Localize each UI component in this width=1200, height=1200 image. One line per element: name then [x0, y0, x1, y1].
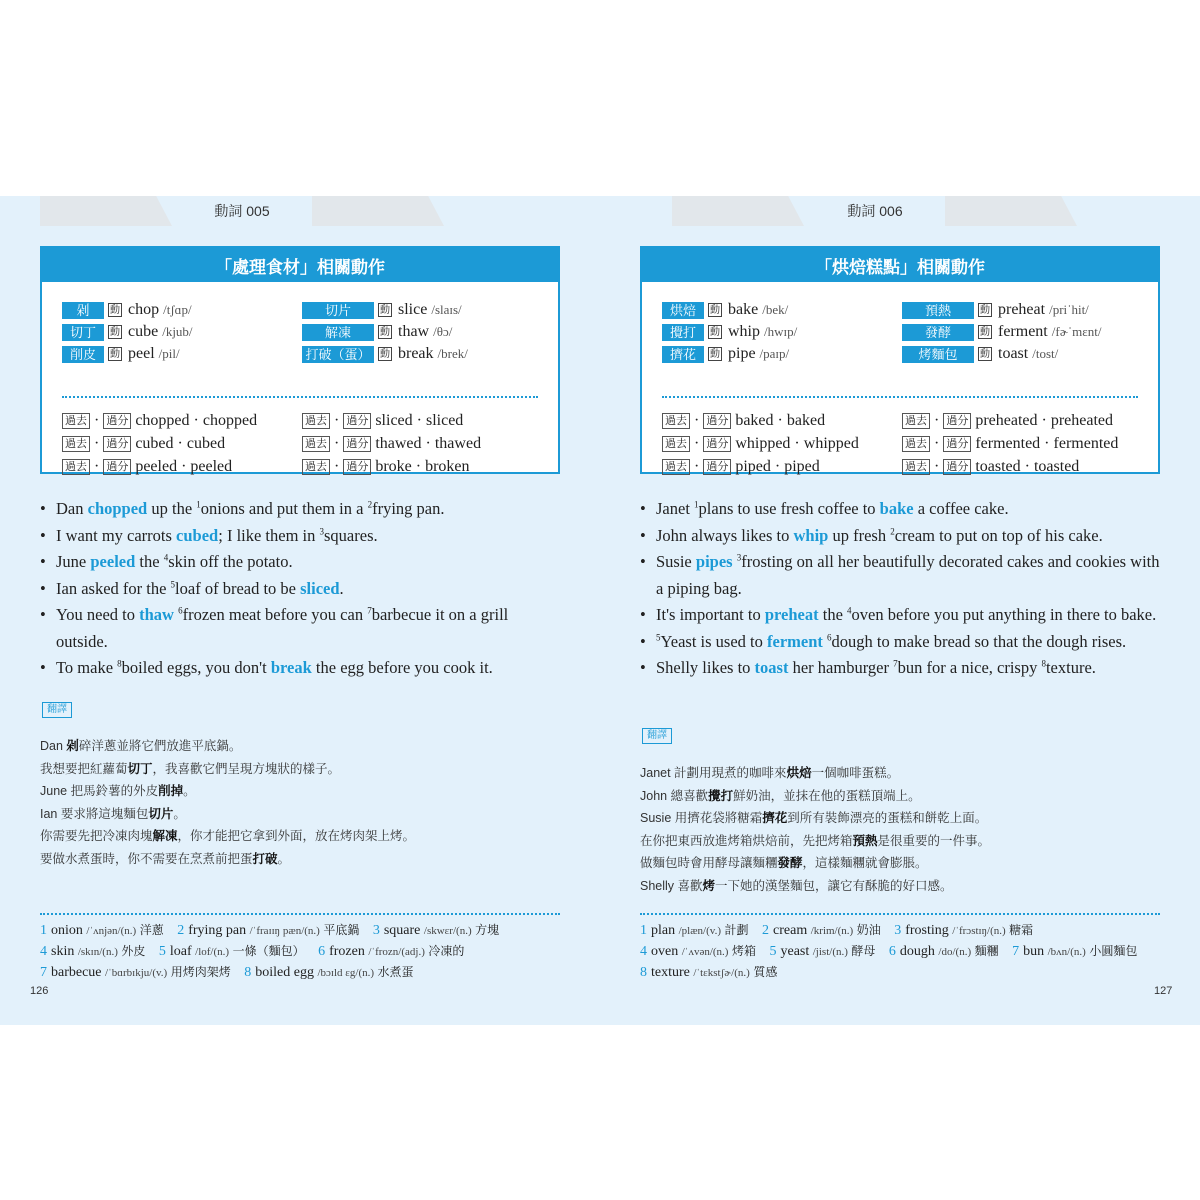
left-page: [40, 226, 600, 1016]
verb-ipa: /hwɪp/: [764, 324, 798, 339]
verb-form-row: 過去 · 過分 fermented · fermented: [902, 434, 1118, 454]
verb-ipa: /brek/: [437, 346, 468, 361]
zh-tag: 削皮: [62, 346, 104, 363]
glossary-item: 2 cream /krim/(n.) 奶油: [762, 923, 881, 938]
verb-entry: [662, 322, 797, 342]
example-sentence: • Shelly likes to toast her hamburger $^7$bun for a nice, crispy $^8$texture.: [640, 655, 1160, 682]
glossary-item: 5 yeast /jist/(n.) 酵母: [769, 944, 876, 959]
box-title: 「烘焙糕點」相關動作: [642, 248, 1158, 282]
verb-entry: [302, 322, 452, 342]
translation-line: Dan 剁碎洋蔥並將它們放進平底鍋。: [40, 739, 242, 753]
verb-ipa: /kjub/: [162, 324, 193, 339]
zh-tag: 攪打: [662, 324, 704, 341]
pos-tag: 動: [980, 327, 990, 338]
translation-line: June 把馬鈴薯的外皮削掉。: [40, 784, 196, 798]
dotted-divider: [62, 396, 538, 398]
translation-label: 翻譯: [42, 702, 72, 718]
verb-word: break: [398, 345, 434, 362]
glossary-item: 5 loaf /lof/(n.) 一條（麵包）: [158, 944, 305, 959]
pp-tag: 過分: [343, 459, 371, 475]
verb-entry: [662, 300, 788, 320]
example-sentence: • $^5$Yeast is used to ferment $^6$dough to make bread so that the dough rises.: [640, 629, 1160, 656]
glossary-row: [40, 920, 560, 941]
verb-entry: [62, 322, 193, 342]
zh-tag: 切片: [302, 302, 374, 319]
pp-tag: 過分: [943, 459, 971, 475]
form-text: chopped · chopped: [135, 412, 258, 429]
right-page: [640, 226, 1200, 1016]
glossary-item: 3 frosting /ˈfrɔstɪŋ/(n.) 糖霜: [894, 923, 1034, 938]
zh-tag: 發酵: [902, 324, 974, 341]
verb-ipa: /tʃɑp/: [163, 302, 192, 317]
past-tag: 過去: [302, 436, 330, 452]
form-text: baked · baked: [735, 412, 826, 429]
verb-ipa: /slaɪs/: [431, 302, 462, 317]
past-tag: 過去: [902, 436, 930, 452]
translation-line: 我想要把紅蘿蔔切丁，我喜歡它們呈現方塊狀的樣子。: [40, 761, 341, 776]
past-tag: 過去: [62, 436, 90, 452]
zh-tag: 擠花: [662, 346, 704, 363]
translation-block: [40, 735, 560, 870]
verb-form-row: 過去 · 過分 broke · broken: [302, 457, 470, 477]
pp-tag: 過分: [703, 459, 731, 475]
pp-tag: 過分: [103, 413, 131, 429]
pos-tag: 動: [710, 327, 720, 338]
translation-line: Ian 要求將這塊麵包切片。: [40, 806, 186, 821]
verb-form-row: 過去 · 過分 peeled · peeled: [62, 457, 232, 477]
verb-form-row: 過去 · 過分 whipped · whipped: [662, 434, 859, 454]
example-sentence: • June peeled the $^4$skin off the potato.: [40, 549, 560, 576]
form-text: thawed · thawed: [375, 435, 482, 452]
translation-line: 要做水煮蛋時，你不需要在烹煮前把蛋打破。: [40, 851, 291, 866]
past-tag: 過去: [62, 459, 90, 475]
form-text: preheated · preheated: [975, 412, 1114, 429]
glossary-divider: [640, 913, 1160, 915]
verb-entry: [662, 344, 789, 364]
glossary-item: 1 onion /ˈʌnjən/(n.) 洋蔥: [40, 923, 164, 938]
pp-tag: 過分: [343, 413, 371, 429]
dotted-divider: [662, 396, 1138, 398]
pp-tag: 過分: [703, 436, 731, 452]
translation-line: 做麵包時會用酵母讓麵糰發酵，這樣麵糰就會膨脹。: [640, 856, 928, 870]
verb-ipa: /fɚˈmɛnt/: [1051, 324, 1102, 339]
tab-verb-005[interactable]: 動詞 005: [177, 196, 307, 226]
verb-word: slice: [398, 301, 428, 318]
zh-tag: 烘焙: [662, 302, 704, 319]
page-number-right: 127: [1154, 985, 1173, 997]
glossary-item: 8 boiled egg /bɔɪld ɛg/(n.) 水煮蛋: [244, 965, 414, 980]
past-tag: 過去: [662, 413, 690, 429]
tab-decor-left-2: [312, 196, 444, 226]
verb-entry: [62, 300, 192, 320]
verb-word: thaw: [398, 323, 430, 340]
pos-tag: 動: [380, 349, 390, 360]
page-number-left: 126: [30, 985, 49, 997]
past-tag: 過去: [902, 413, 930, 429]
form-text: peeled · peeled: [135, 458, 233, 475]
example-sentence: • Susie pipes $^3$frosting on all her beautifully decorated cakes and cookies with a piping bag.: [640, 549, 1160, 602]
form-text: whipped · whipped: [735, 435, 859, 452]
verb-word: bake: [728, 301, 759, 318]
glossary-item: 1 plan /plæn/(v.) 計劃: [640, 923, 749, 938]
example-sentences: [40, 496, 560, 682]
example-sentence: • Janet $^1$plans to use fresh coffee to bake a coffee cake.: [640, 496, 1160, 523]
verb-word: chop: [128, 301, 160, 318]
pp-tag: 過分: [943, 436, 971, 452]
glossary-row: [640, 941, 1160, 962]
glossary: [640, 920, 1160, 983]
glossary-item: 4 skin /skɪn/(n.) 外皮: [40, 944, 146, 959]
glossary: [40, 920, 560, 983]
verb-ipa: /paɪp/: [759, 346, 790, 361]
example-sentence: • I want my carrots cubed; I like them in $^3$squares.: [40, 523, 560, 550]
example-sentences: [640, 496, 1160, 682]
pp-tag: 過分: [703, 413, 731, 429]
past-tag: 過去: [302, 413, 330, 429]
translation-line: Janet 計劃用現煮的咖啡來烘焙一個咖啡蛋糕。: [640, 766, 900, 780]
verb-entry: [902, 322, 1101, 342]
verb-word: cube: [128, 323, 159, 340]
verb-entry: [62, 344, 180, 364]
verb-word: preheat: [998, 301, 1046, 318]
pos-tag: 動: [110, 327, 120, 338]
zh-tag: 切丁: [62, 324, 104, 341]
pos-tag: 動: [710, 305, 720, 316]
example-sentence: • It's important to preheat the $^4$oven before you put anything in there to bake.: [640, 602, 1160, 629]
zh-tag: 解凍: [302, 324, 374, 341]
verb-ipa: /θɔ/: [433, 324, 453, 339]
verb-word: whip: [728, 323, 760, 340]
example-sentence: • Dan chopped up the $^1$onions and put them in a $^2$frying pan.: [40, 496, 560, 523]
form-text: fermented · fermented: [975, 435, 1119, 452]
verb-entry: [302, 300, 462, 320]
form-text: cubed · cubed: [135, 435, 226, 452]
pos-tag: 動: [980, 349, 990, 360]
glossary-item: 7 bun /bʌn/(n.) 小圓麵包: [1012, 944, 1138, 959]
verb-form-row: 過去 · 過分 toasted · toasted: [902, 457, 1079, 477]
example-sentence: • John always likes to whip up fresh $^2$cream to put on top of his cake.: [640, 523, 1160, 550]
pp-tag: 過分: [343, 436, 371, 452]
pos-tag: 動: [380, 305, 390, 316]
verb-word: toast: [998, 345, 1029, 362]
past-tag: 過去: [62, 413, 90, 429]
vocab-box: [40, 246, 560, 474]
form-text: toasted · toasted: [975, 458, 1080, 475]
tab-verb-006[interactable]: 動詞 006: [810, 196, 940, 226]
glossary-item: 8 texture /ˈtɛkstʃɚ/(n.) 質感: [640, 965, 778, 980]
verb-entry: [902, 300, 1089, 320]
glossary-row: [640, 920, 1160, 941]
pos-tag: 動: [380, 327, 390, 338]
verb-ipa: /bek/: [762, 302, 789, 317]
translation-label: 翻譯: [642, 728, 672, 744]
past-tag: 過去: [662, 459, 690, 475]
pos-tag: 動: [110, 349, 120, 360]
example-sentence: • Ian asked for the $^5$loaf of bread to be sliced.: [40, 576, 560, 603]
past-tag: 過去: [302, 459, 330, 475]
zh-tag: 烤麵包: [902, 346, 974, 363]
verb-entry: [902, 344, 1058, 364]
glossary-item: 3 square /skwɛr/(n.) 方塊: [372, 923, 500, 938]
zh-tag: 剁: [62, 302, 104, 319]
translation-block: [640, 762, 1160, 897]
vocab-box: [640, 246, 1160, 474]
verb-form-row: 過去 · 過分 chopped · chopped: [62, 411, 257, 431]
pos-tag: 動: [110, 305, 120, 316]
verb-form-row: 過去 · 過分 sliced · sliced: [302, 411, 463, 431]
form-text: sliced · sliced: [375, 412, 464, 429]
box-title: 「處理食材」相關動作: [42, 248, 558, 282]
translation-line: John 總喜歡攪打鮮奶油，並抹在他的蛋糕頂端上。: [640, 788, 921, 803]
translation-line: 你需要先把冷凍肉塊解凍，你才能把它拿到外面，放在烤肉架上烤。: [40, 829, 416, 843]
zh-tag: 預熱: [902, 302, 974, 319]
glossary-row: [40, 941, 560, 962]
pp-tag: 過分: [103, 459, 131, 475]
translation-line: Susie 用擠花袋將糖霜擠花到所有裝飾漂亮的蛋糕和餅乾上面。: [640, 811, 988, 825]
past-tag: 過去: [902, 459, 930, 475]
pos-tag: 動: [980, 305, 990, 316]
verb-entry: [302, 344, 468, 364]
verb-word: ferment: [998, 323, 1048, 340]
verb-word: peel: [128, 345, 155, 362]
glossary-item: 2 frying pan /ˈfraɪɪŋ pæn/(n.) 平底鍋: [177, 923, 360, 938]
verb-ipa: /priˈhit/: [1049, 302, 1089, 317]
glossary-item: 6 frozen /ˈfrozn/(adj.) 冷凍的: [318, 944, 465, 959]
verb-word: pipe: [728, 345, 756, 362]
zh-tag: 打破（蛋）: [302, 346, 374, 363]
pos-tag: 動: [710, 349, 720, 360]
glossary-divider: [40, 913, 560, 915]
pp-tag: 過分: [943, 413, 971, 429]
verb-ipa: /tost/: [1032, 346, 1059, 361]
translation-line: Shelly 喜歡烤一下她的漢堡麵包，讓它有酥脆的好口感。: [640, 878, 953, 893]
verb-form-row: 過去 · 過分 baked · baked: [662, 411, 825, 431]
translation-line: 在你把東西放進烤箱烘焙前，先把烤箱預熱是很重要的一件事。: [640, 833, 991, 848]
glossary-item: 7 barbecue /ˈbɑrbɪkju/(v.) 用烤肉架烤: [40, 965, 231, 980]
verb-form-row: 過去 · 過分 preheated · preheated: [902, 411, 1113, 431]
glossary-row: [40, 962, 560, 983]
verb-form-row: 過去 · 過分 thawed · thawed: [302, 434, 481, 454]
tab-decor-right-1: [672, 196, 804, 226]
verb-form-row: 過去 · 過分 cubed · cubed: [62, 434, 225, 454]
example-sentence: • To make $^8$boiled eggs, you don't break the egg before you cook it.: [40, 655, 560, 682]
form-text: piped · piped: [735, 458, 820, 475]
pp-tag: 過分: [103, 436, 131, 452]
glossary-item: 4 oven /ˈʌvən/(n.) 烤箱: [640, 944, 756, 959]
verb-ipa: /pil/: [158, 346, 180, 361]
tab-decor-left-1: [40, 196, 172, 226]
verb-form-row: 過去 · 過分 piped · piped: [662, 457, 820, 477]
tab-decor-right-2: [945, 196, 1077, 226]
glossary-item: 6 dough /do/(n.) 麵糰: [888, 944, 999, 959]
past-tag: 過去: [662, 436, 690, 452]
example-sentence: • You need to thaw $^6$frozen meat before you can $^7$barbecue it on a grill outside.: [40, 602, 560, 655]
form-text: broke · broken: [375, 458, 470, 475]
glossary-row: [640, 962, 1160, 983]
